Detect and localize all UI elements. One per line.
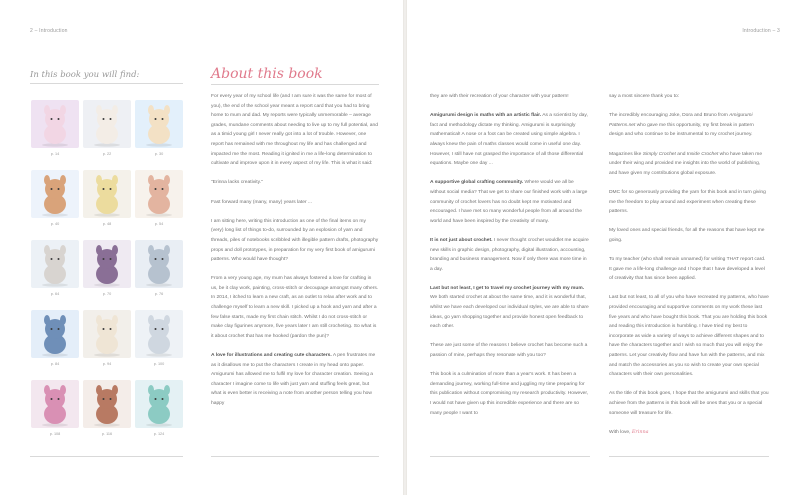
paragraph-text: who have taken me under their wing and provided me insights into the world of publishing, and have given my contributions global exposure.: [609, 151, 763, 176]
gallery-item: [31, 100, 79, 156]
right-bottom-rule-2: [609, 456, 769, 457]
doll-pink-icon: [31, 100, 79, 148]
running-head-right: Introduction – 3: [742, 28, 780, 34]
elephant-purple-icon: [83, 240, 131, 288]
paragraph-text: We both started crochet at about the same time, and it is wonderful that, whilst we have each developed our individual styles, we are able to share ideas, go yarn shopping together and provide honest open feedback to each other.: [430, 295, 589, 330]
hedgehog-icon: [135, 170, 183, 218]
gallery-item: [135, 100, 183, 156]
cat-grey-icon: [135, 310, 183, 358]
body-paragraph: [211, 92, 379, 169]
body-paragraph: [609, 188, 769, 217]
dragon-icon: [135, 380, 183, 428]
body-paragraph: [430, 111, 590, 169]
body-paragraph: [609, 150, 769, 179]
paragraph-text: and: [675, 151, 687, 157]
gallery-item: [135, 380, 183, 436]
paragraph-text: Magazines like: [609, 151, 643, 157]
gallery-item: [135, 170, 183, 226]
publication-title: Simply Crochet: [642, 151, 676, 157]
gallery-page-ref: p. 76: [154, 292, 164, 296]
paragraph-text: Last but not least, to all of you who have recreated my patterns, who have provided encouraging and supportive comments on my work these last five years and who have bought this book. That you are holding this book and reading this introduction is humbling. I have tried my best to incorporate as wide a variety of ways to achieve different shapes and to have the characters together and I wish so much that you will enjoy the patterns. Let your creativity flow and have fun with the patterns, and mix and match the accessories as you so wish to create your own special characters with their own personalities.: [609, 295, 769, 378]
publication-title: Inside Crochet: [686, 151, 719, 157]
dog-blue-icon: [31, 310, 79, 358]
about-title-rule: [211, 84, 379, 85]
gallery-item: [83, 310, 131, 366]
gallery-item: [83, 100, 131, 156]
gallery-item: [31, 380, 79, 436]
body-paragraph: [211, 217, 379, 265]
paragraph-text: From a very young age, my mum has always fostered a love for crafting in us, be it clay work, painting, cross-stitch or decoupage amongst many others. In 2014, I itched to learn a new craft, as an outlet to relax after work and to challenge myself to learn a new skill. I picked up a hook and yarn and after a few false starts, made my first chain stitch. Whilst I do not cross-stitch or make clay figurines anymore, five years later I am still crocheting. So what is it about crochet that has me hooked (pardon the pun)?: [211, 276, 379, 339]
paragraph-text: "Erinna lacks creativity.": [211, 180, 263, 186]
gallery-item: [31, 170, 79, 226]
paragraph-text: Where would we all be without social media? That we get to share our finished work with a large community of crochet lovers has no doubt kept me motivated and encouraged. I have met so many wonderful people from all around the world and have been inspired by the creativity of many.: [430, 180, 588, 224]
sheep-icon: [83, 310, 131, 358]
body-paragraph: [430, 341, 590, 360]
paragraph-text: say a most sincere thank you to:: [609, 94, 680, 99]
running-head-left: 2 – Introduction: [30, 28, 68, 34]
signoff: [609, 428, 769, 438]
body-paragraph: [211, 178, 379, 188]
publication-title: Amigurumi Patterns.net: [609, 113, 753, 128]
signature: Erinna: [631, 428, 649, 435]
paragraph-text: I am sitting here, writing this introduction as one of the final items on my (very) long list of things to-do, surrounded by an explosion of yarn and threads, piles of notebooks scribbled with illegible pattern drafts, photography props and doll prototypes, in preparation for my very first book of amigurumi patterns. Who would have thought?: [211, 218, 379, 263]
paragraph-text: As the title of this book goes, I hope that the amigurumi and skills that you achieve from the patterns in this book will be ones that you or a special someone will treasure for life.: [609, 391, 769, 416]
about-column-2: [430, 92, 590, 428]
gallery-page-ref: p. 14: [50, 152, 60, 156]
paragraph-text: they are with their recreation of your character with your pattern!: [430, 94, 569, 99]
gallery-page-ref: p. 48: [102, 222, 112, 226]
gallery-item: [83, 380, 131, 436]
body-paragraph: [430, 236, 590, 274]
body-paragraph: [430, 284, 590, 332]
paragraph-text: Fast forward many (many, many) years later ...: [211, 199, 313, 205]
body-paragraph: [430, 178, 590, 226]
paragraph-text: DMC for so generously providing the yarn for this book and in turn giving me the freedom to play around and experiment when creating these patterns.: [609, 189, 766, 215]
gallery-item: [135, 310, 183, 366]
signoff-text: With love,: [609, 429, 632, 435]
paragraph-text: The incredibly encouraging Joke, Dora and Bruno from: [609, 113, 730, 119]
body-paragraph: [211, 351, 379, 409]
gallery-page-ref: p. 70: [102, 292, 112, 296]
puppy-icon: [31, 240, 79, 288]
deer-icon: [31, 170, 79, 218]
gallery-page-ref: p. 30: [154, 152, 164, 156]
gallery-item: [83, 170, 131, 226]
gallery-item: [31, 310, 79, 366]
gallery-page-ref: p. 124: [153, 432, 165, 436]
paragraph-lead: Amigurumi design is maths with an artistic flair.: [430, 113, 542, 119]
about-title: About this book: [211, 66, 323, 82]
bunny-icon: [83, 100, 131, 148]
body-paragraph: [430, 370, 590, 418]
body-paragraph: [609, 92, 769, 102]
body-paragraph: [609, 293, 769, 379]
about-column-3: [609, 92, 769, 447]
paragraph-lead: It is not just about crochet.: [430, 237, 493, 243]
paragraph-lead: Last but not least, I get to travel my crochet journey with my mum.: [430, 285, 585, 291]
gallery-item: [31, 240, 79, 296]
gallery-item: [83, 240, 131, 296]
bunny-brown-icon: [83, 380, 131, 428]
gallery-page-ref: p. 116: [101, 432, 113, 436]
mouse-grey-icon: [135, 240, 183, 288]
paragraph-text: who gave me this opportunity, my first break in pattern design and who continue to be instrumental to my crochet journey.: [609, 122, 754, 138]
paragraph-text: I never thought crochet wouldlet me acquire new skills in graphic design, photography, digital illustration, accounting, branding and business management. Now if only there was more time in a day.: [430, 237, 589, 272]
paragraph-text: As a scientist by day, fact and methodology dictate my thinking. Amigurumi is surprisingly mathematical! A nose or a foot can be created using simple algebra. I always knew the pain of maths classes would come in useful one day. However, I still have not grasped the importance of all those differential equations. Maybe one day ...: [430, 113, 588, 167]
gallery-page-ref: p. 84: [50, 362, 60, 366]
gallery-page-ref: p. 108: [49, 432, 61, 436]
paragraph-lead: A love for illustrations and creating cute characters.: [211, 353, 332, 359]
gallery-page-ref: p. 94: [102, 362, 112, 366]
paragraph-text: To my teacher (who shall remain unnamed) for writing THAT report card. It gave me a life-long challenge and I hope that I have developed a level of creativity that has since been applied.: [609, 257, 766, 282]
paragraph-text: These are just some of the reasons I believe crochet has become such a passion of mine, perhaps they resonate with you too?: [430, 343, 588, 359]
body-paragraph: [211, 274, 379, 341]
right-bottom-rule-1: [430, 456, 590, 457]
gallery-page-ref: p. 100: [153, 362, 165, 366]
body-paragraph: [430, 92, 590, 102]
gallery-page-ref: p. 40: [50, 222, 60, 226]
paragraph-lead: A supportive global crafting community.: [430, 180, 524, 186]
body-paragraph: [211, 198, 379, 208]
gallery-page-ref: p. 64: [50, 292, 60, 296]
giraffe-blue-icon: [135, 100, 183, 148]
gallery-item: [135, 240, 183, 296]
gallery-title: In this book you will find:: [30, 70, 140, 80]
paragraph-text: This book is a culmination of more than a year's work. It has been a demanding journey, working full-time and juggling my time preparing for this publication without compromising my research productivity. However, I would not have given up this incredible experience and there are so many people I want to: [430, 372, 589, 416]
giraffe-yellow-icon: [83, 170, 131, 218]
paragraph-text: For every year of my school life (and I am sure it was the same for most of you), the end of the school year meant a report card that you had to bring home to mum and dad. My reports were typically unmemorable – average grades, mundane comments about needing to live up to my full potential, and as a timid young girl I never really got into a lot of trouble. However, one report has remained with me throughout my life and has challenged and impacted me the most. Reading it ignited in me a life-long determination to cultivate and improve upon it in every aspect of my life. This is what it said:: [211, 94, 378, 167]
cat-pink-icon: [31, 380, 79, 428]
body-paragraph: [609, 255, 769, 284]
gallery-page-ref: p. 22: [102, 152, 112, 156]
paragraph-text: My loved ones and special friends, for all the reasons that have kept me going.: [609, 228, 765, 243]
gallery-title-rule: [30, 83, 183, 84]
body-paragraph: [609, 226, 769, 245]
body-paragraph: [609, 389, 769, 418]
about-column-1: [211, 92, 379, 418]
gallery-bottom-rule: [30, 456, 183, 457]
body-paragraph: [609, 111, 769, 140]
gallery-page-ref: p. 54: [154, 222, 164, 226]
left-bottom-rule: [211, 456, 379, 457]
paragraph-text: A pen frustrates me as it disallows me to put the characters I create in my head onto paper. Amigurumi has allowed me to fulfil my love for character creation. Seeing a character I imagine come to life with just yarn and stuffing feels great, but what is even better is receiving a note from another person telling you how happy: [211, 353, 376, 406]
